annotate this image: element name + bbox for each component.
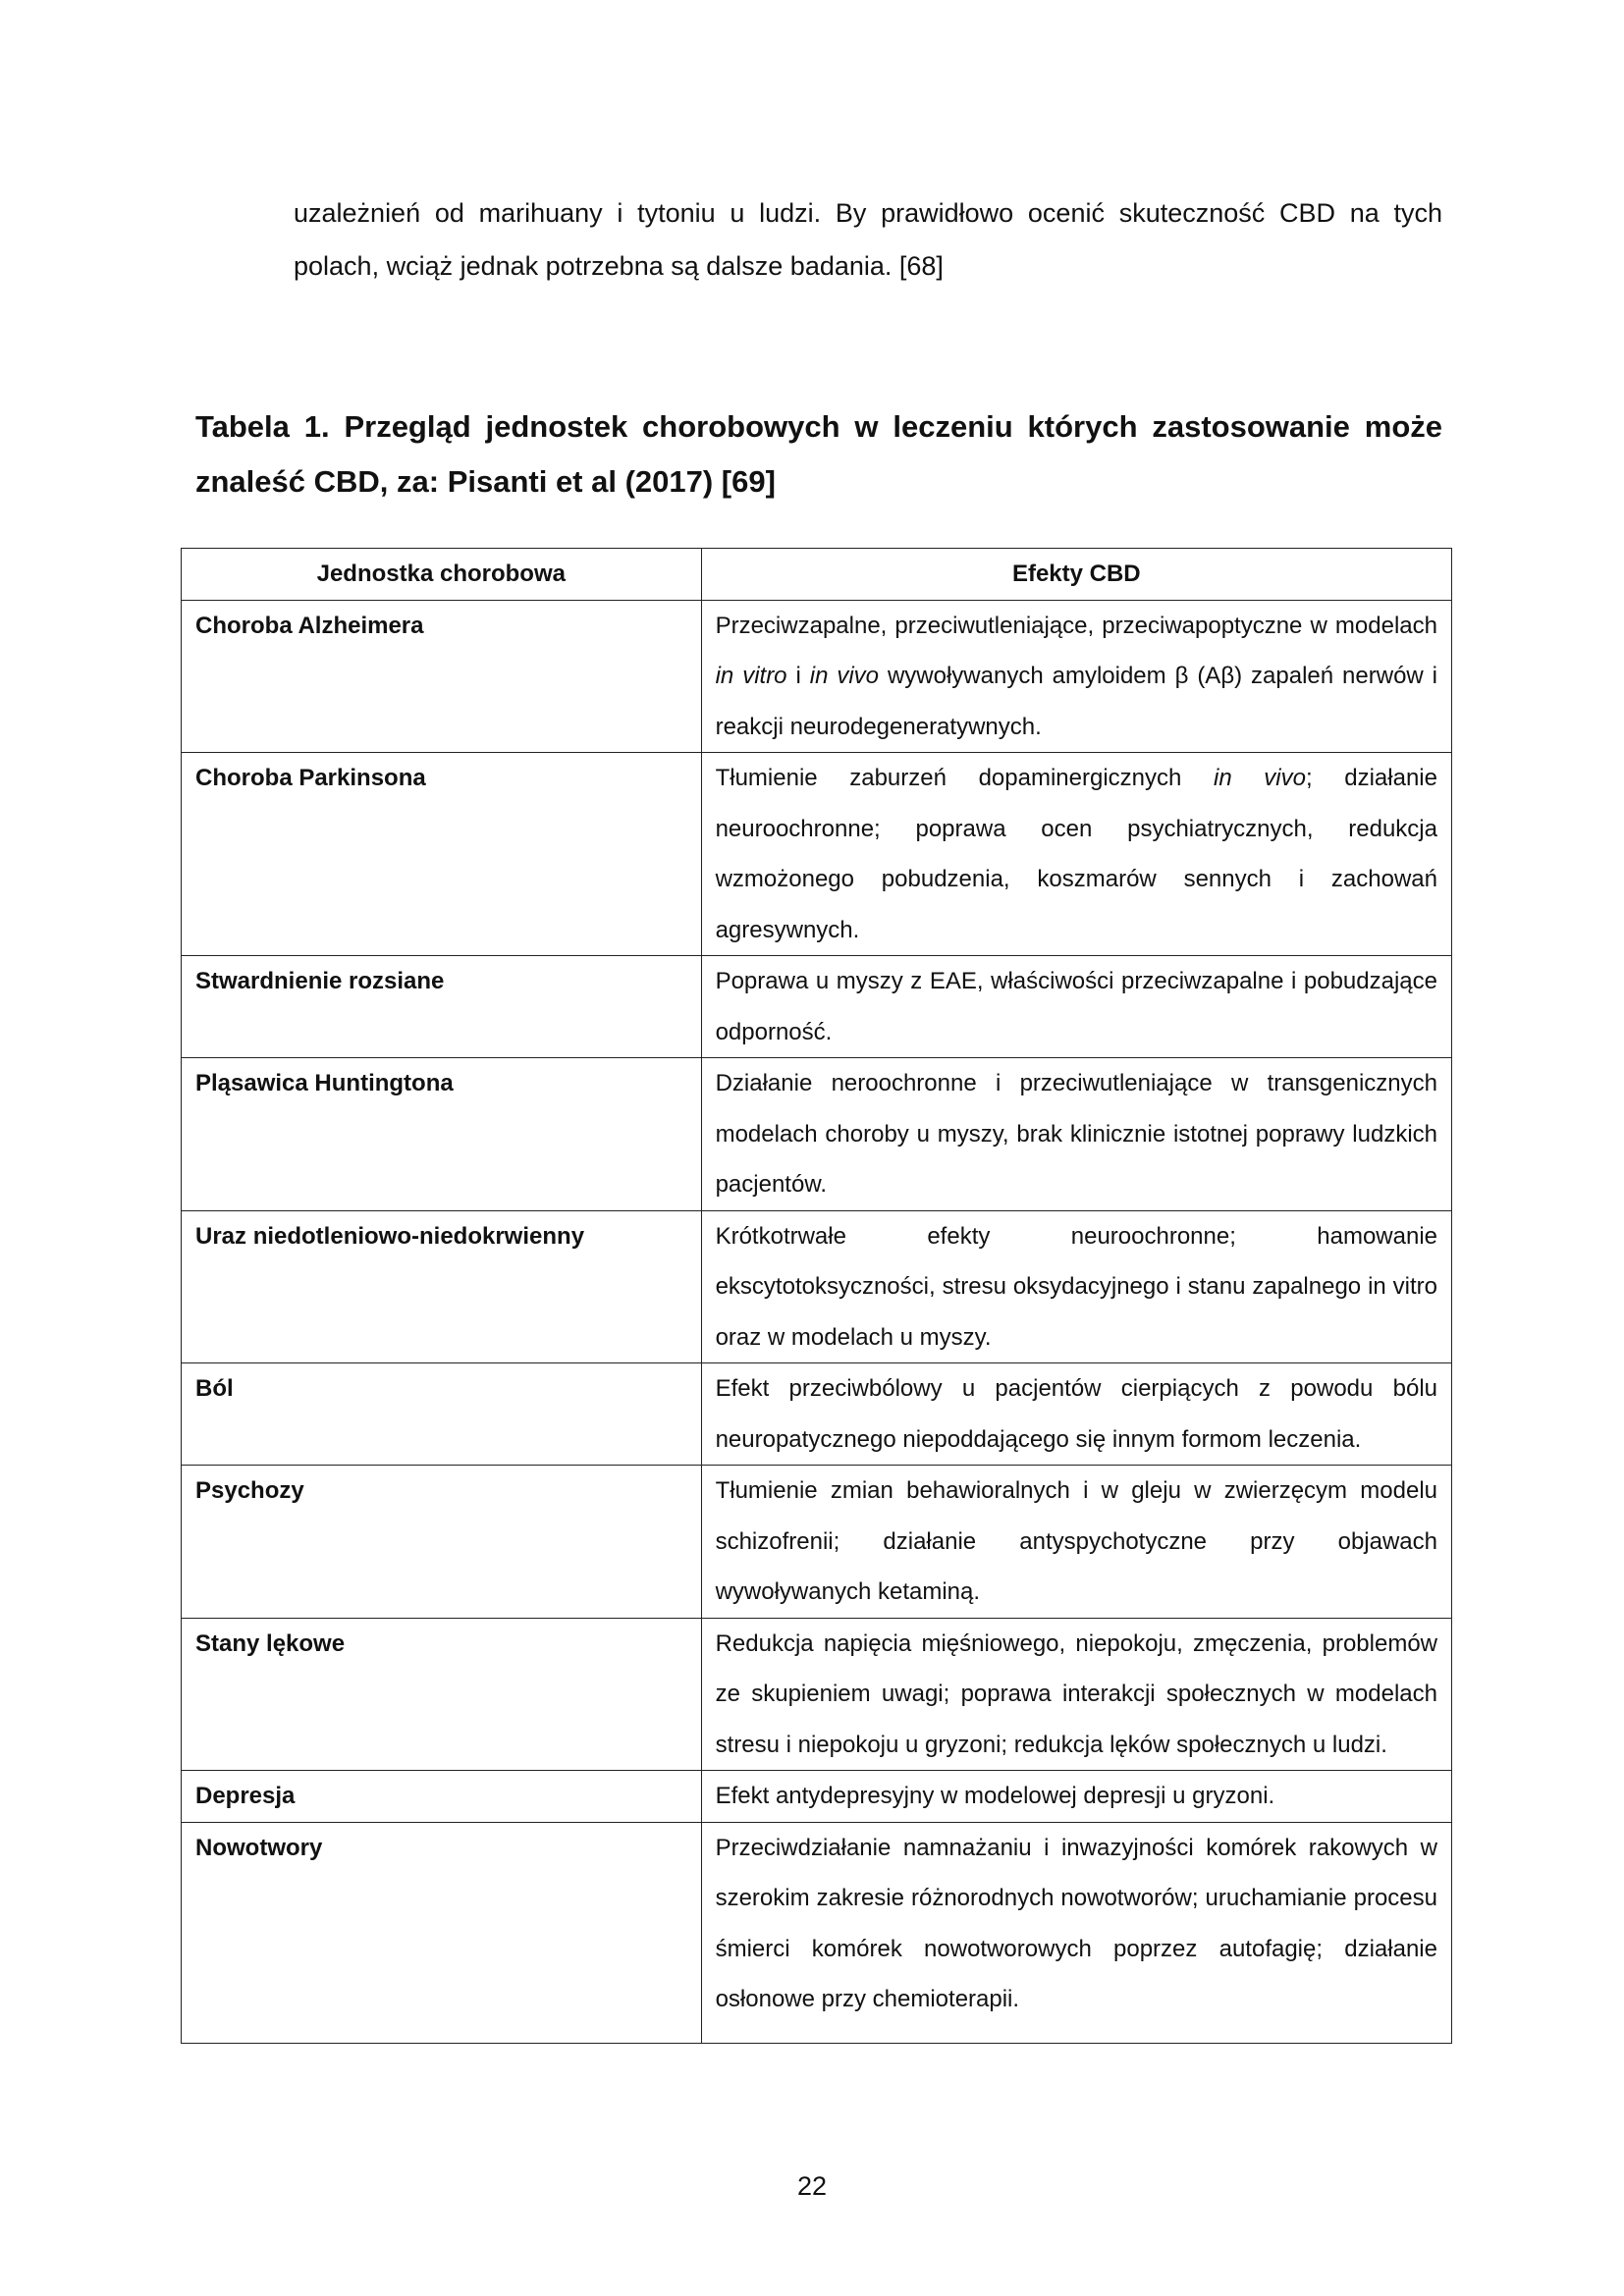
table-row [182,600,1452,753]
disease-effects-table [181,548,1452,2044]
table-row [182,1466,1452,1619]
table-row [182,1058,1452,1211]
effect-cell: Efekt przeciwbólowy u pacjentów cierpiących z powodu bólu neuropatycznego niepoddającego się innym formom leczenia. [701,1363,1451,1466]
disease-cell: Nowotwory [182,1822,702,2043]
effect-cell: Efekt antydepresyjny w modelowej depresji u gryzoni. [701,1771,1451,1823]
effect-cell: Redukcja napięcia mięśniowego, niepokoju, zmęczenia, problemów ze skupieniem uwagi; poprawa interakcji społecznych w modelach stresu i niepokoju u gryzoni; redukcja lęków społecznych u ludzi. [701,1618,1451,1771]
disease-cell: Pląsawica Huntingtona [182,1058,702,1211]
table-row [182,1618,1452,1771]
disease-cell: Choroba Alzheimera [182,600,702,753]
table-row [182,956,1452,1058]
effect-cell: Poprawa u myszy z EAE, właściwości przeciwzapalne i pobudzające odporność. [701,956,1451,1058]
effect-cell [701,753,1451,956]
effect-italic-text: in vivo [1213,765,1306,791]
disease-cell: Choroba Parkinsona [182,753,702,956]
disease-cell: Stwardnienie rozsiane [182,956,702,1058]
effect-text: i [786,663,810,689]
effect-text: Tłumienie zaburzeń dopaminergicznych [715,765,1214,791]
table-caption: Tabela 1. Przegląd jednostek chorobowych w leczeniu których zastosowanie może znaleść CBD, za: Pisanti et al (2017) [69] [195,409,1442,499]
effect-cell: Krótkotrwałe efekty neuroochronne; hamowanie ekscytotoksyczności, stresu oksydacyjnego i stanu zapalnego in vitro oraz w modelach u myszy. [701,1210,1451,1363]
disease-cell: Depresja [182,1771,702,1823]
disease-cell: Ból [182,1363,702,1466]
effect-cell: Działanie neroochronne i przeciwutleniające w transgenicznych modelach choroby u myszy, brak klinicznie istotnej poprawy ludzkich pacjentów. [701,1058,1451,1211]
effect-cell: Tłumienie zmian behawioralnych i w gleju w zwierzęcym modelu schizofrenii; działanie antyspychotyczne przy objawach wywoływanych ketaminą. [701,1466,1451,1619]
header-effects: Efekty CBD [701,549,1451,601]
effect-text: Przeciwzapalne, przeciwutleniające, przeciwapoptyczne w modelach [715,612,1437,639]
table-row [182,753,1452,956]
page-number: 22 [796,2171,828,2201]
disease-cell: Psychozy [182,1466,702,1619]
header-disease: Jednostka chorobowa [182,549,702,601]
effect-italic-text: in vivo [809,663,880,689]
table-header-row [182,549,1452,601]
intro-paragraph: uzależnień od marihuany i tytoniu u ludzi. By prawidłowo ocenić skuteczność CBD na tych polach, wciąż jednak potrzebna są dalsze badania. [68] [294,198,1442,281]
effect-text: wywoływanych amyloidem β (Aβ) zapaleń nerwów i reakcji neurodegeneratywnych. [715,663,1438,740]
table-row [182,1210,1452,1363]
effect-cell: Przeciwdziałanie namnażaniu i inwazyjności komórek rakowych w szerokim zakresie różnorodnych nowotworów; uruchamianie procesu śmierci komórek nowotworowych poprzez autofagię; działanie osłonowe przy chemioterapii. [701,1822,1451,2043]
effect-cell [701,600,1451,753]
table-row [182,1363,1452,1466]
effect-text: ; działanie neuroochronne; poprawa ocen psychiatrycznych, redukcja wzmożonego pobudzenia, koszmarów sennych i zachowań agresywnych. [715,765,1437,943]
disease-cell: Stany lękowe [182,1618,702,1771]
effect-italic-text: in vitro [715,663,787,689]
table-row [182,1771,1452,1823]
table-row [182,1822,1452,2043]
disease-cell: Uraz niedotleniowo-niedokrwienny [182,1210,702,1363]
